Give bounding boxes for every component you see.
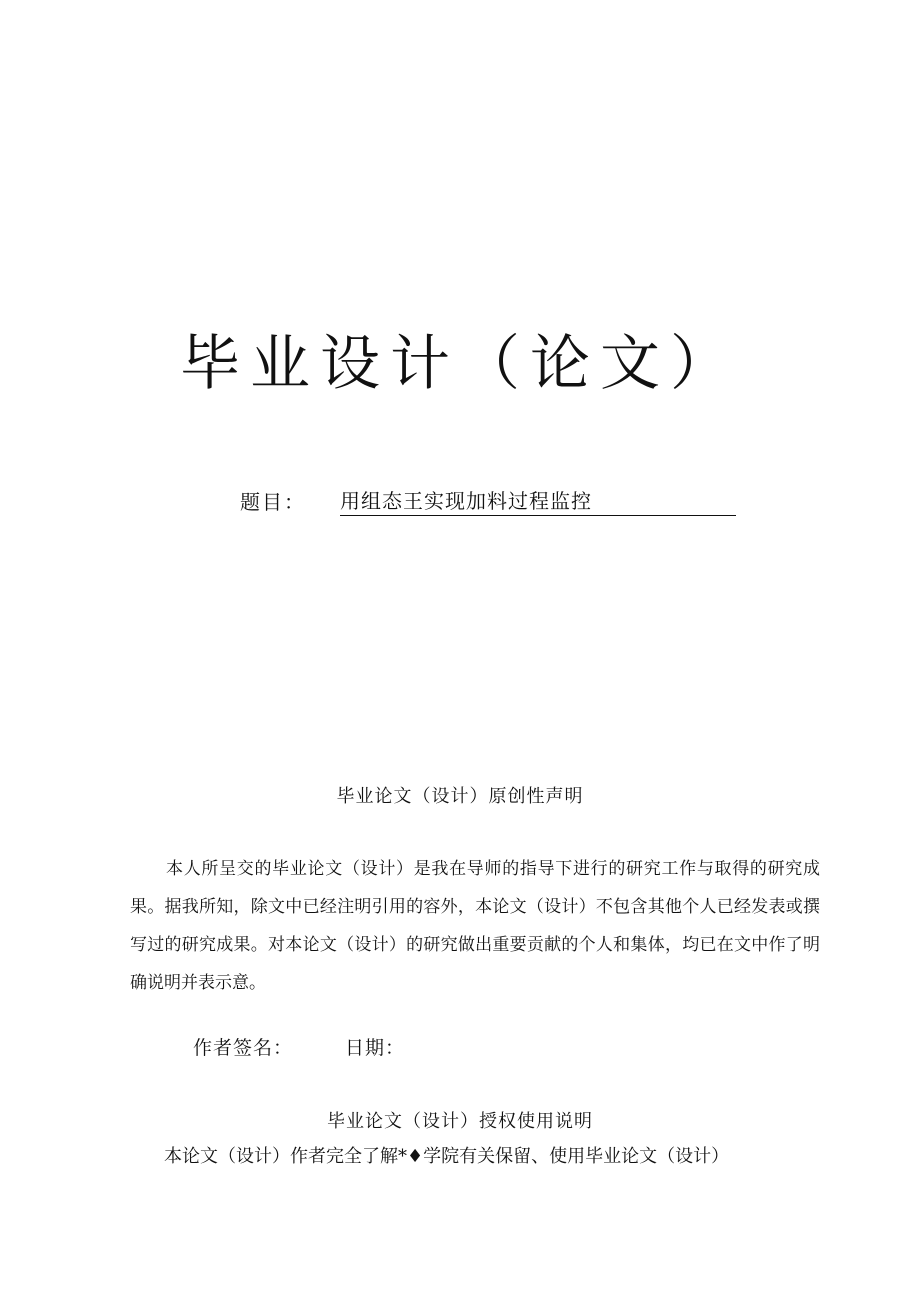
date-label: 日期： [345, 1037, 406, 1059]
originality-declaration-body: 本人所呈交的毕业论文（设计）是我在导师的指导下进行的研究工作与取得的研究成果。据我所知，除文中已经注明引用的容外，本论文（设计）不包含其他个人已经发表或撰写过的研究成果。对本论文（设计）的研究做出重要贡献的个人和集体，均已在文中作了明确说明并表示意。 [130, 859, 820, 993]
authorization-heading: 毕业论文（设计）授权使用说明 [327, 1111, 593, 1132]
author-signature-label: 作者签名： [193, 1037, 294, 1059]
originality-declaration-heading: 毕业论文（设计）原创性声明 [336, 786, 584, 807]
authorization-body: 本论文（设计）作者完全了解*♦学院有关保留、使用毕业论文（设计） [164, 1146, 730, 1167]
topic-label: 题目： [240, 490, 306, 514]
topic-value: 用组态王实现加料过程监控 [340, 487, 736, 516]
signature-row [193, 1033, 405, 1063]
document-title: 毕业设计（论文） [180, 329, 740, 399]
topic-row [240, 486, 736, 516]
